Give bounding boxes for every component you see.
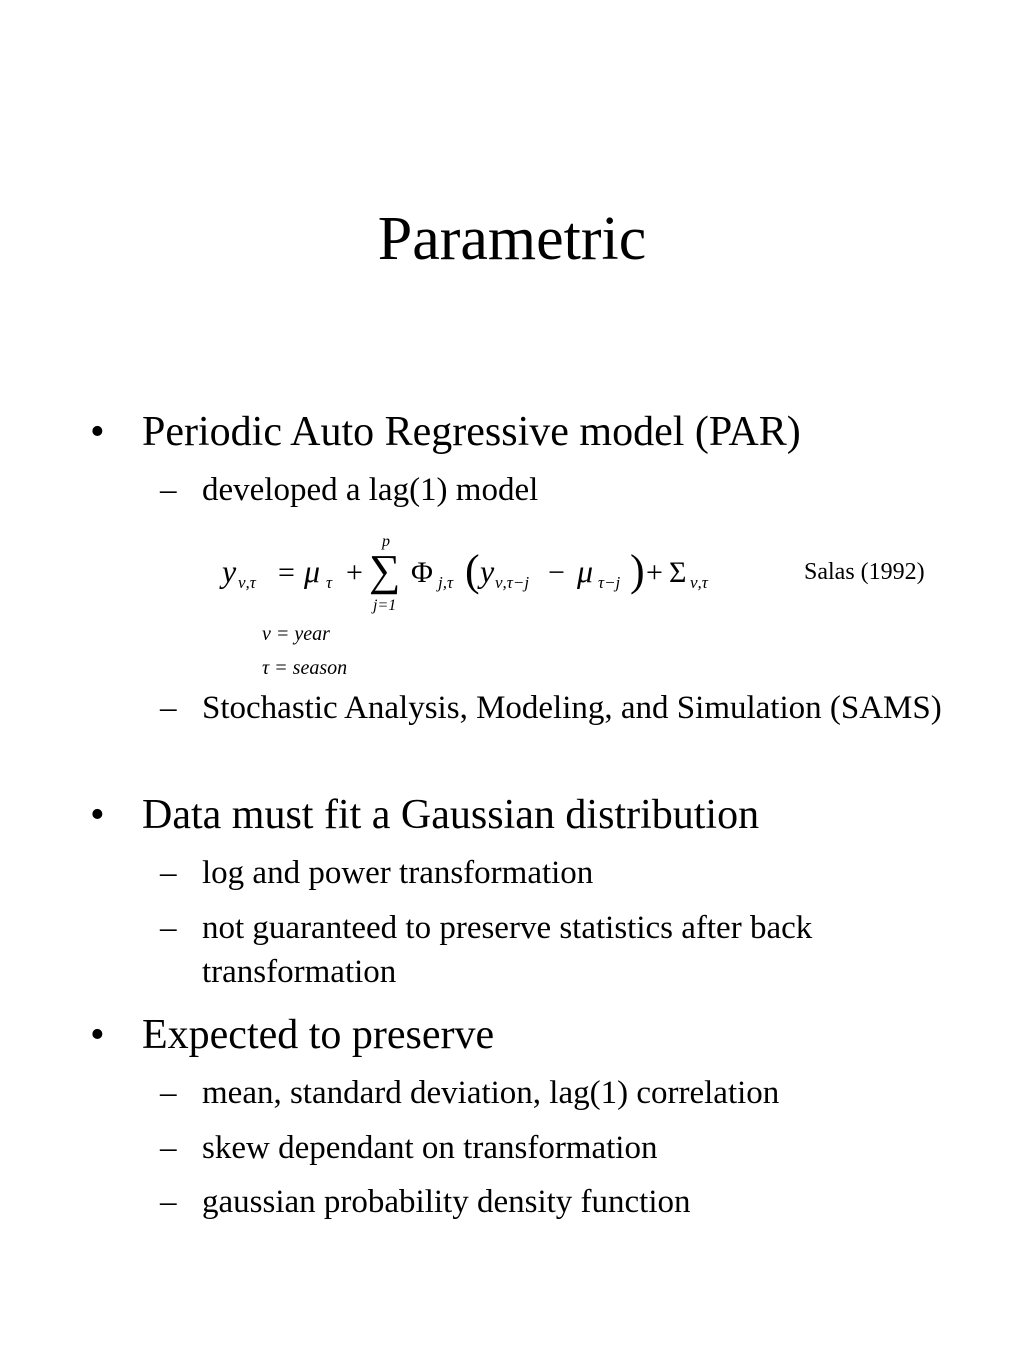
page-title: Parametric (377, 205, 647, 273)
eq-mu: μ (304, 553, 321, 589)
bullet-item (90, 789, 760, 841)
eq-y-sub: ν,τ (238, 573, 256, 592)
par-equation (200, 528, 760, 620)
eq-right-paren: ) (630, 546, 645, 595)
definition-year: ν = year (262, 623, 330, 645)
sub-bullet-text: Stochastic Analysis, Modeling, and Simulation (SAMS) (202, 690, 942, 726)
dash-marker: – (160, 1130, 177, 1166)
sub-bullet-item (160, 468, 962, 512)
eq-phi: Φ (411, 556, 433, 589)
eq-mu2: μ (577, 553, 594, 589)
sub-bullet-text: gaussian probability density function (202, 1184, 691, 1220)
dash-marker: – (160, 690, 177, 726)
eq-left-paren: ( (465, 546, 480, 595)
dash-marker: – (160, 910, 177, 946)
dash-marker: – (160, 472, 177, 508)
sub-bullet-text: developed a lag(1) model (202, 472, 539, 508)
eq-sigma-sub: ν,τ (690, 573, 708, 592)
bullet-text: Expected to preserve (142, 1012, 495, 1058)
dash-marker: – (160, 1075, 177, 1111)
sub-bullet-item (160, 851, 962, 895)
bullet-item (90, 406, 801, 458)
eq-sum-bottom: j=1 (373, 597, 397, 614)
bullet-text: Data must fit a Gaussian distribution (142, 792, 760, 838)
sub-bullet-item (160, 906, 962, 994)
dash-marker: – (160, 855, 177, 891)
sub-bullet-text: log and power transformation (202, 855, 594, 891)
eq-sigma: Σ (669, 556, 687, 589)
sub-bullet-item (160, 1071, 962, 1115)
eq-minus: − (548, 556, 565, 589)
bullet-marker: • (90, 409, 105, 455)
sub-bullet-item (160, 1180, 962, 1224)
sub-bullet-item (160, 1126, 962, 1170)
definition-season: τ = season (262, 657, 348, 679)
eq-mu-sub: τ (326, 573, 333, 592)
bullet-text: Periodic Auto Regressive model (PAR) (142, 409, 801, 455)
bullet-marker: • (90, 1012, 105, 1058)
citation: Salas (1992) (804, 559, 925, 585)
bullet-item (90, 1009, 495, 1061)
sub-bullet-text: not guaranteed to preserve statistics after back transformation (202, 910, 813, 990)
eq-sum-symbol: ∑ (369, 546, 401, 595)
dash-marker: – (160, 1184, 177, 1220)
eq-sum-top: p (382, 533, 390, 550)
eq-equals: = (278, 556, 295, 589)
sub-bullet-text: mean, standard deviation, lag(1) correlation (202, 1075, 780, 1111)
eq-y2-sub: ν,τ−j (495, 573, 530, 592)
bullet-marker: • (90, 792, 105, 838)
eq-y2: y (480, 553, 495, 589)
eq-plus-2: + (646, 556, 663, 589)
sub-bullet-item (160, 686, 962, 730)
eq-plus: + (346, 556, 363, 589)
eq-phi-sub: j,τ (438, 573, 454, 592)
eq-y: y (222, 553, 237, 589)
eq-mu2-sub: τ−j (598, 573, 621, 592)
sub-bullet-text: skew dependant on transformation (202, 1130, 658, 1166)
